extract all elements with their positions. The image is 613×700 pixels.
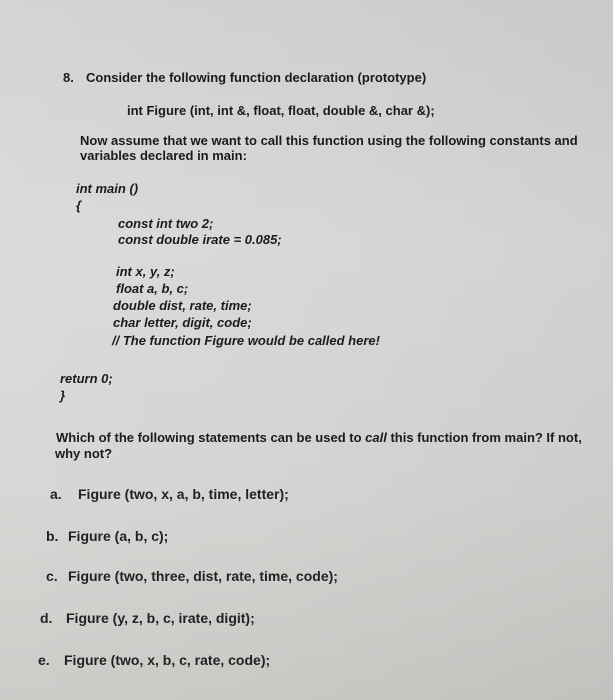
option-e-letter: e. [38,652,50,668]
ask-line2: why not? [55,446,113,461]
option-c [46,568,338,584]
option-e [38,652,270,668]
question-prompt: Consider the following function declaration (prototype) [86,70,427,85]
question-number: 8. [63,70,74,85]
option-a-letter: a. [50,486,62,502]
option-c-text: Figure (two, three, dist, rate, time, code); [68,568,338,584]
code-open-brace: { [76,198,82,213]
option-a [50,486,289,502]
option-b [46,528,168,544]
option-d [40,610,255,626]
code-comment: // The function Figure would be called here! [112,333,380,348]
code-const-two: const int two 2; [118,216,214,231]
code-decl-float: float a, b, c; [116,281,189,296]
code-return: return 0; [60,371,113,386]
option-a-text: Figure (two, x, a, b, time, letter); [78,486,289,502]
assume-text-line2: variables declared in main: [80,148,247,163]
ask-line1-emphasis: call [365,430,387,445]
option-b-text: Figure (a, b, c); [68,528,169,544]
code-main-signature: int main () [76,181,139,196]
code-decl-int: int x, y, z; [116,264,175,279]
assume-text-line1: Now assume that we want to call this function using the following constants and [80,133,578,148]
code-decl-double: double dist, rate, time; [113,298,252,313]
code-close-brace: } [60,388,66,403]
ask-line1 [56,430,582,446]
code-const-irate: const double irate = 0.085; [118,232,282,247]
function-prototype: int Figure (int, int &, float, float, double &, char &); [127,103,435,118]
option-e-text: Figure (two, x, b, c, rate, code); [64,652,271,668]
ask-line1-before: Which of the following statements can be used to [56,430,366,445]
option-d-text: Figure (y, z, b, c, irate, digit); [66,610,255,626]
option-d-letter: d. [40,610,53,626]
ask-line1-after: this function from main? If not, [386,430,582,445]
option-b-letter: b. [46,528,59,544]
option-c-letter: c. [46,568,58,584]
code-decl-char: char letter, digit, code; [113,315,252,330]
